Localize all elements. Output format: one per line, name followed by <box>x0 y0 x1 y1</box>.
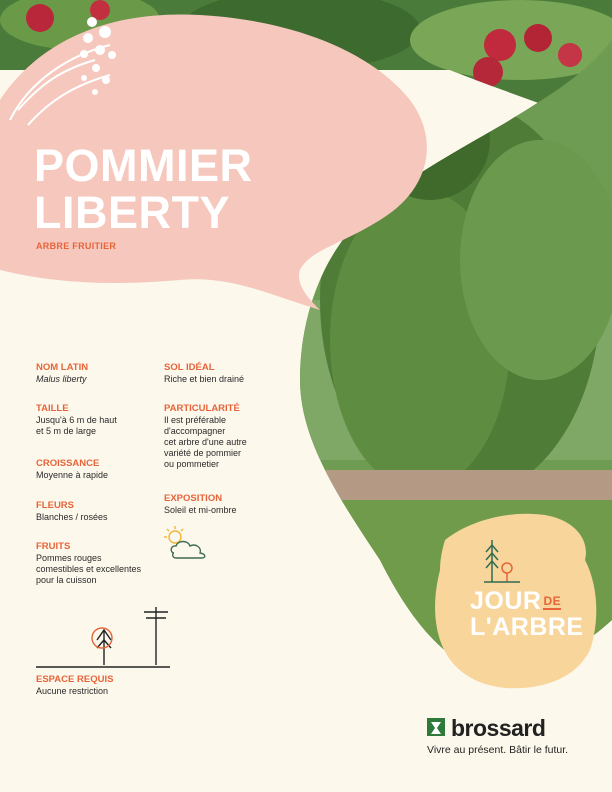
spec-value: Blanches / rosées <box>36 512 108 522</box>
spec-value: Malus liberty <box>36 374 87 384</box>
spec-exposition <box>164 493 259 516</box>
subtitle: ARBRE FRUITIER <box>36 241 117 251</box>
badge-text <box>470 588 584 640</box>
brossard-logo-icon <box>427 718 445 736</box>
spec-label: SOL IDÉAL <box>164 362 215 373</box>
spec-value-line: cet arbre d'une autre <box>164 437 247 447</box>
spec-label: FLEURS <box>36 500 74 511</box>
spec-value-line: Pommes rouges <box>36 553 102 563</box>
spec-value: Riche et bien drainé <box>164 374 245 384</box>
spec-label: PARTICULARITÉ <box>164 403 240 414</box>
badge-word-jour: JOUR <box>470 587 542 615</box>
title-line-2: LIBERTY <box>34 187 231 238</box>
spec-particularite <box>164 403 259 470</box>
badge-word-de: DE <box>543 594 562 608</box>
sun-cloud-icon <box>164 526 205 558</box>
spec-value-line: comestibles et excellentes <box>36 564 142 574</box>
spec-label: TAILLE <box>36 403 69 414</box>
title-line-1: POMMIER <box>34 140 253 191</box>
spec-value: Moyenne à rapide <box>36 470 109 480</box>
spec-label: NOM LATIN <box>36 362 89 373</box>
spec-value-line: Jusqu'à 6 m de haut <box>36 415 117 425</box>
page-title <box>34 142 253 236</box>
space-diagram-icon <box>36 607 170 667</box>
spec-fruits <box>36 541 162 586</box>
spec-value-line: et 5 m de large <box>36 426 97 436</box>
spec-taille <box>36 403 162 437</box>
spec-label: ESPACE REQUIS <box>36 674 114 685</box>
spec-croissance <box>36 458 162 481</box>
spec-value: Soleil et mi-ombre <box>164 505 237 515</box>
badge-word-larbre: L'ARBRE <box>470 613 584 641</box>
spec-label: CROISSANCE <box>36 458 100 469</box>
spec-fleurs <box>36 500 162 523</box>
spec-espace <box>36 674 162 697</box>
spec-nom-latin <box>36 362 162 385</box>
brand-name: brossard <box>451 715 546 741</box>
spec-label: EXPOSITION <box>164 493 223 504</box>
spec-value-line: d'accompagner <box>164 426 226 436</box>
spec-value-line: Il est préférable <box>164 415 227 425</box>
spec-value: Aucune restriction <box>36 686 109 696</box>
spec-label: FRUITS <box>36 541 71 552</box>
spec-value-line: variété de pommier <box>164 448 242 458</box>
brand-tagline: Vivre au présent. Bâtir le futur. <box>427 744 569 756</box>
spec-value-line: pour la cuisson <box>36 575 97 585</box>
spec-value-line: ou pommetier <box>164 459 220 469</box>
spec-sol <box>164 362 259 385</box>
